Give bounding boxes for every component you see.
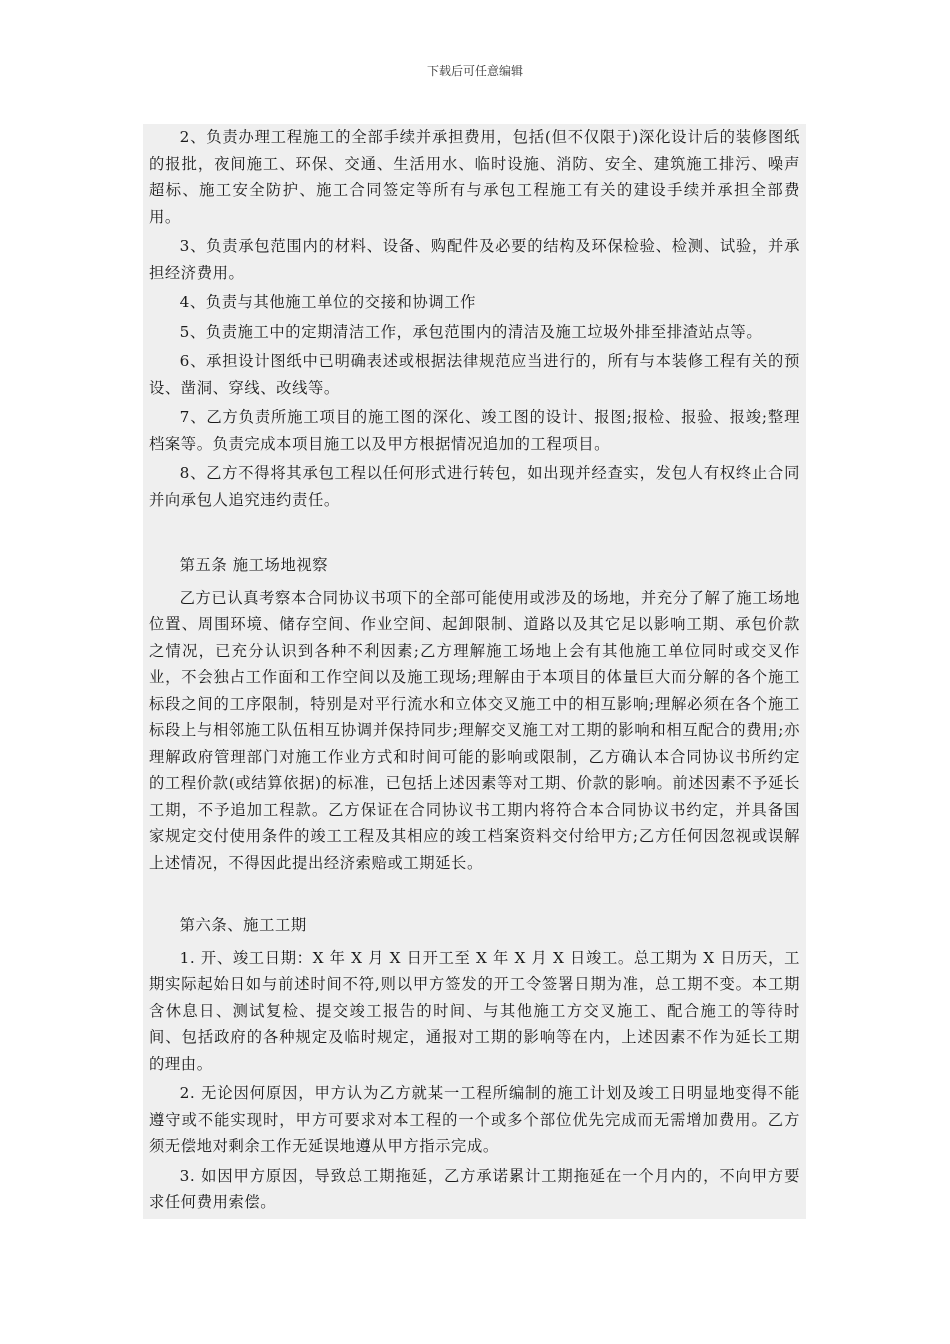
document-body [143,124,806,1219]
clause-item: 2. 无论因何原因，甲方认为乙方就某一工程所编制的施工计划及竣工日明显地变得不能遵守或不能实现时，甲方可要求对本工程的一个或多个部位优先完成而无需增加费用。乙方须无偿地对剩余工作无延误地遵从甲方指示完成。 [149,1084,800,1155]
clause-item: 3、负责承包范围内的材料、设备、购配件及必要的结构及环保检验、检测、试验，并承担经济费用。 [149,237,800,282]
page-header: 下载后可任意编辑 [426,64,523,78]
section-5-body: 乙方已认真考察本合同协议书项下的全部可能使用或涉及的场地，并充分了解了施工场地位置、周围环境、储存空间、作业空间、起卸限制、道路以及其它足以影响工期、承包价款之情况，已充分认识到各种不利因素;乙方理解施工场地上会有其他施工单位同时或交叉作业，不会独占工作面和工作空间以及施工现场;理解由于本项目的体量巨大而分解的各个施工标段之间的工序限制，特别是对平行流水和立体交叉施工中的相互影响;理解必须在各个施工标段上与相邻施工队伍相互协调并保持同步;理解交叉施工对工期的影响和相互配合的费用;亦理解政府管理部门对施工作业方式和时间可能的影响或限制，乙方确认本合同协议书所约定的工程价款(或结算依据)的标准，已包括上述因素等对工期、价款的影响。前述因素不予延长工期，不予追加工程款。乙方保证在合同协议书工期内将符合本合同协议书约定，并具备国家规定交付使用条件的竣工工程及其相应的竣工档案资料交付给甲方;乙方任何因忽视或误解上述情况，不得因此提出经济索赔或工期延长。 [149,588,800,872]
clause-item: 6、承担设计图纸中已明确表述或根据法律规范应当进行的，所有与本装修工程有关的预设、凿洞、穿线、改线等。 [149,352,800,397]
clause-item: 5、负责施工中的定期清洁工作，承包范围内的清洁及施工垃圾外排至排渣站点等。 [179,322,763,341]
clause-item: 4、负责与其他施工单位的交接和协调工作 [179,293,477,311]
section-spacer [149,876,800,912]
clause-item: 8、乙方不得将其承包工程以任何形式进行转包，如出现并经查实，发包人有权终止合同并向承包人追究违约责任。 [149,464,800,509]
clause-item: 3. 如因甲方原因，导致总工期拖延，乙方承诺累计工期拖延在一个月内的，不向甲方要求任何费用索偿。 [149,1166,800,1211]
clause-item: 1. 开、竣工日期：X 年 X 月 X 日开工至 X 年 X 月 X 日竣工。总工期为 X 日历天，工期实际起始日如与前述时间不符,则以甲方签发的开工令签署日期为准，总工期不变。本工期含休息日、测试复检、提交竣工报告的时间、与其他施工方交叉施工、配合施工的等待时间、包括政府的各种规定及临时规定，通报对工期的影响等在内，上述因素不作为延长工期的理由。 [149,948,800,1073]
section-spacer [149,516,800,552]
clause-item: 7、乙方负责所施工项目的施工图的深化、竣工图的设计、报图;报检、报验、报竣;整理档案等。负责完成本项目施工以及甲方根据情况追加的工程项目。 [149,408,800,453]
section-6-title: 第六条、施工工期 [179,916,307,934]
section-5-title: 第五条 施工场地视察 [179,556,329,574]
clause-item: 2、负责办理工程施工的全部手续并承担费用，包括(但不仅限于)深化设计后的装修图纸的报批，夜间施工、环保、交通、生活用水、临时设施、消防、安全、建筑施工排污、噪声超标、施工安全防护、施工合同签定等所有与承包工程施工有关的建设手续并承担全部费用。 [149,128,800,226]
